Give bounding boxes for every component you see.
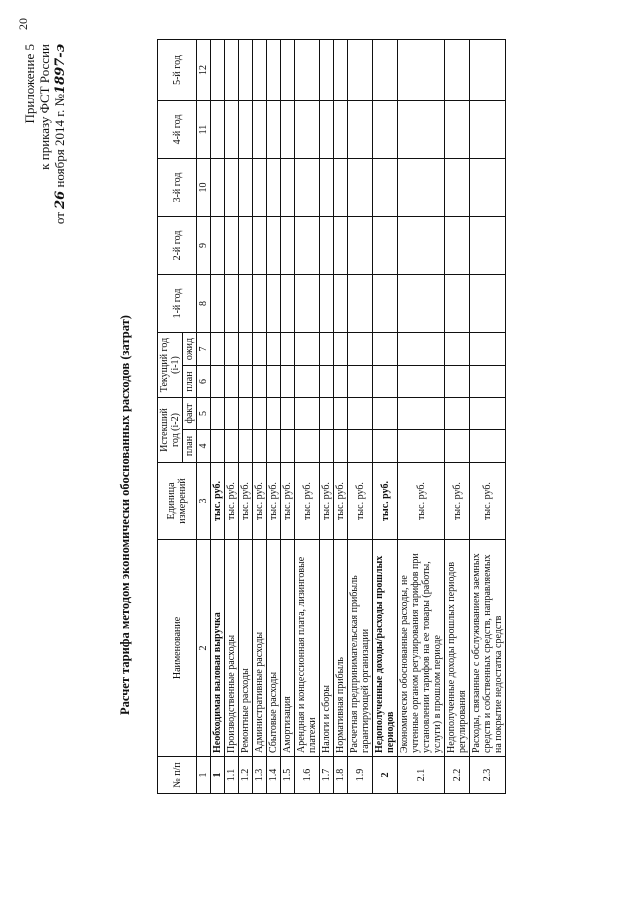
appendix-date-prefix: от xyxy=(52,212,67,225)
value-cell-empty xyxy=(373,217,398,275)
table-body xyxy=(197,40,506,794)
value-cell-empty xyxy=(295,398,320,430)
column-index-cell: 2 xyxy=(197,540,211,757)
value-cell-empty xyxy=(211,275,225,333)
header-prev-fact: факт xyxy=(183,398,197,430)
value-cell-empty xyxy=(445,275,470,333)
value-cell-empty xyxy=(211,398,225,430)
value-cell-empty xyxy=(398,217,445,275)
value-cell-empty xyxy=(445,430,470,463)
value-cell-empty xyxy=(211,430,225,463)
table-row xyxy=(348,40,373,794)
value-cell-empty xyxy=(398,159,445,217)
row-unit: тыс. руб. xyxy=(334,463,348,540)
table-row xyxy=(295,40,320,794)
appendix-number-handwritten: 1897-э xyxy=(53,44,68,94)
value-cell-empty xyxy=(281,398,295,430)
value-cell-empty xyxy=(211,366,225,398)
value-cell-empty xyxy=(373,398,398,430)
value-cell-empty xyxy=(225,333,239,366)
value-cell-empty xyxy=(445,366,470,398)
appendix-order: к приказу ФСТ России xyxy=(37,44,52,170)
value-cell-empty xyxy=(281,101,295,159)
value-cell-empty xyxy=(320,101,334,159)
value-cell-empty xyxy=(445,398,470,430)
value-cell-empty xyxy=(334,40,348,101)
value-cell-empty xyxy=(348,101,373,159)
value-cell-empty xyxy=(267,430,281,463)
value-cell-empty xyxy=(445,217,470,275)
table-row xyxy=(253,40,267,794)
value-cell-empty xyxy=(398,366,445,398)
value-cell-empty xyxy=(470,366,506,398)
header-year-1: 1-й год xyxy=(158,275,197,333)
row-number: 2.2 xyxy=(445,757,470,794)
value-cell-empty xyxy=(225,398,239,430)
appendix-header xyxy=(22,44,68,224)
header-num: № п/п xyxy=(158,757,197,794)
value-cell-empty xyxy=(320,275,334,333)
row-unit: тыс. руб. xyxy=(398,463,445,540)
table-row xyxy=(470,40,506,794)
table-row xyxy=(211,40,225,794)
value-cell-empty xyxy=(225,430,239,463)
value-cell-empty xyxy=(295,40,320,101)
value-cell-empty xyxy=(253,159,267,217)
value-cell-empty xyxy=(211,217,225,275)
row-number: 1.2 xyxy=(239,757,253,794)
value-cell-empty xyxy=(348,333,373,366)
row-number: 2.1 xyxy=(398,757,445,794)
row-name: Арендная и концессионная плата, лизинговые платежи xyxy=(295,540,320,757)
value-cell-empty xyxy=(239,333,253,366)
row-unit: тыс. руб. xyxy=(281,463,295,540)
value-cell-empty xyxy=(281,333,295,366)
value-cell-empty xyxy=(211,101,225,159)
column-index-row xyxy=(197,40,211,794)
value-cell-empty xyxy=(445,101,470,159)
value-cell-empty xyxy=(348,159,373,217)
value-cell-empty xyxy=(373,159,398,217)
value-cell-empty xyxy=(320,40,334,101)
row-name: Налоги и сборы xyxy=(320,540,334,757)
value-cell-empty xyxy=(320,430,334,463)
header-year-5: 5-й год xyxy=(158,40,197,101)
row-name: Недополученные доходы/расходы прошлых периодов xyxy=(373,540,398,757)
value-cell-empty xyxy=(348,366,373,398)
value-cell-empty xyxy=(267,275,281,333)
value-cell-empty xyxy=(295,159,320,217)
row-unit: тыс. руб. xyxy=(348,463,373,540)
value-cell-empty xyxy=(295,333,320,366)
value-cell-empty xyxy=(225,366,239,398)
column-index-cell: 11 xyxy=(197,101,211,159)
value-cell-empty xyxy=(239,275,253,333)
value-cell-empty xyxy=(320,159,334,217)
value-cell-empty xyxy=(225,40,239,101)
value-cell-empty xyxy=(295,217,320,275)
value-cell-empty xyxy=(225,217,239,275)
row-name: Расчетная предпринимательская прибыль гарантирующей организации xyxy=(348,540,373,757)
table-row xyxy=(320,40,334,794)
value-cell-empty xyxy=(267,398,281,430)
row-number: 1.3 xyxy=(253,757,267,794)
row-name: Необходимая валовая выручка xyxy=(211,540,225,757)
row-unit: тыс. руб. xyxy=(373,463,398,540)
value-cell-empty xyxy=(373,101,398,159)
value-cell-empty xyxy=(239,430,253,463)
column-index-cell: 6 xyxy=(197,366,211,398)
row-name: Нормативная прибыль xyxy=(334,540,348,757)
row-number: 1.5 xyxy=(281,757,295,794)
value-cell-empty xyxy=(295,275,320,333)
header-row-top xyxy=(158,40,183,794)
table-row xyxy=(281,40,295,794)
value-cell-empty xyxy=(348,217,373,275)
header-unit: Единица измерений xyxy=(158,463,197,540)
value-cell-empty xyxy=(295,366,320,398)
row-number: 2.3 xyxy=(470,757,506,794)
value-cell-empty xyxy=(281,40,295,101)
appendix-title: Приложение 5 xyxy=(22,44,37,124)
value-cell-empty xyxy=(470,159,506,217)
row-number: 1 xyxy=(211,757,225,794)
value-cell-empty xyxy=(470,101,506,159)
value-cell-empty xyxy=(398,333,445,366)
value-cell-empty xyxy=(253,101,267,159)
value-cell-empty xyxy=(398,430,445,463)
value-cell-empty xyxy=(281,366,295,398)
column-index-cell: 3 xyxy=(197,463,211,540)
header-year-3: 3-й год xyxy=(158,159,197,217)
header-prev-plan: план xyxy=(183,430,197,463)
value-cell-empty xyxy=(211,333,225,366)
value-cell-empty xyxy=(320,333,334,366)
value-cell-empty xyxy=(470,333,506,366)
value-cell-empty xyxy=(373,430,398,463)
appendix-date-mid: ноября 2014 г. № xyxy=(52,93,67,188)
value-cell-empty xyxy=(398,275,445,333)
value-cell-empty xyxy=(320,398,334,430)
row-unit: тыс. руб. xyxy=(225,463,239,540)
value-cell-empty xyxy=(334,159,348,217)
value-cell-empty xyxy=(348,40,373,101)
row-unit: тыс. руб. xyxy=(253,463,267,540)
value-cell-empty xyxy=(225,159,239,217)
row-name: Сбытовые расходы xyxy=(267,540,281,757)
value-cell-empty xyxy=(445,40,470,101)
row-name: Административные расходы xyxy=(253,540,267,757)
table-row xyxy=(267,40,281,794)
value-cell-empty xyxy=(320,217,334,275)
row-name: Недополученные доходы прошлых периодов регулирования xyxy=(445,540,470,757)
value-cell-empty xyxy=(225,101,239,159)
table-row xyxy=(239,40,253,794)
value-cell-empty xyxy=(334,101,348,159)
row-name: Производственные расходы xyxy=(225,540,239,757)
value-cell-empty xyxy=(334,430,348,463)
value-cell-empty xyxy=(267,366,281,398)
row-number: 1.9 xyxy=(348,757,373,794)
value-cell-empty xyxy=(348,275,373,333)
value-cell-empty xyxy=(334,217,348,275)
value-cell-empty xyxy=(267,40,281,101)
row-number: 2 xyxy=(373,757,398,794)
value-cell-empty xyxy=(281,430,295,463)
table-row xyxy=(445,40,470,794)
row-name: Экономически обоснованные расходы, не учтенные органом регулирования тарифов при установлении тарифов на ее товары (работы, услуги) в прошлом периоде xyxy=(398,540,445,757)
value-cell-empty xyxy=(398,40,445,101)
row-unit: тыс. руб. xyxy=(211,463,225,540)
value-cell-empty xyxy=(253,366,267,398)
value-cell-empty xyxy=(348,398,373,430)
page-number: 20 xyxy=(16,18,30,30)
value-cell-empty xyxy=(348,430,373,463)
header-cur-year: Текущий год (i-1) xyxy=(158,333,183,398)
value-cell-empty xyxy=(225,275,239,333)
value-cell-empty xyxy=(334,398,348,430)
row-name: Расходы, связанные с обслуживанием заемных средств и собственных средств, направляемых на покрытие недостатка средств xyxy=(470,540,506,757)
value-cell-empty xyxy=(445,159,470,217)
column-index-cell: 8 xyxy=(197,275,211,333)
value-cell-empty xyxy=(253,430,267,463)
table-row xyxy=(225,40,239,794)
value-cell-empty xyxy=(373,275,398,333)
value-cell-empty xyxy=(295,430,320,463)
table-row xyxy=(373,40,398,794)
value-cell-empty xyxy=(281,159,295,217)
column-index-cell: 7 xyxy=(197,333,211,366)
document-title: Расчет тарифа методом экономически обоснованных расходов (затрат) xyxy=(118,315,132,715)
row-unit: тыс. руб. xyxy=(445,463,470,540)
row-number: 1.6 xyxy=(295,757,320,794)
value-cell-empty xyxy=(470,275,506,333)
row-number: 1.7 xyxy=(320,757,334,794)
value-cell-empty xyxy=(253,398,267,430)
row-unit: тыс. руб. xyxy=(267,463,281,540)
value-cell-empty xyxy=(470,430,506,463)
value-cell-empty xyxy=(398,398,445,430)
value-cell-empty xyxy=(267,159,281,217)
row-unit: тыс. руб. xyxy=(470,463,506,540)
header-year-4: 4-й год xyxy=(158,101,197,159)
row-name: Ремонтные расходы xyxy=(239,540,253,757)
column-index-cell: 12 xyxy=(197,40,211,101)
value-cell-empty xyxy=(253,40,267,101)
header-year-2: 2-й год xyxy=(158,217,197,275)
row-number: 1.4 xyxy=(267,757,281,794)
value-cell-empty xyxy=(373,333,398,366)
column-index-cell: 10 xyxy=(197,159,211,217)
value-cell-empty xyxy=(334,333,348,366)
value-cell-empty xyxy=(211,159,225,217)
value-cell-empty xyxy=(281,217,295,275)
row-unit: тыс. руб. xyxy=(295,463,320,540)
appendix-day-handwritten: 26 xyxy=(53,190,68,209)
value-cell-empty xyxy=(239,217,253,275)
header-name: Наименование xyxy=(158,540,197,757)
value-cell-empty xyxy=(295,101,320,159)
row-unit: тыс. руб. xyxy=(320,463,334,540)
value-cell-empty xyxy=(253,217,267,275)
value-cell-empty xyxy=(445,333,470,366)
value-cell-empty xyxy=(211,40,225,101)
column-index-cell: 4 xyxy=(197,430,211,463)
header-cur-plan: план xyxy=(183,366,197,398)
header-cur-expected: ожид xyxy=(183,333,197,366)
header-prev-year: Истекший год (i-2) xyxy=(158,398,183,463)
table-row xyxy=(334,40,348,794)
value-cell-empty xyxy=(267,333,281,366)
appendix-date-line xyxy=(52,44,68,224)
value-cell-empty xyxy=(239,101,253,159)
value-cell-empty xyxy=(253,333,267,366)
column-index-cell: 5 xyxy=(197,398,211,430)
value-cell-empty xyxy=(470,40,506,101)
value-cell-empty xyxy=(267,217,281,275)
value-cell-empty xyxy=(470,398,506,430)
value-cell-empty xyxy=(334,275,348,333)
tariff-table xyxy=(157,39,506,794)
value-cell-empty xyxy=(398,101,445,159)
value-cell-empty xyxy=(239,366,253,398)
value-cell-empty xyxy=(253,275,267,333)
value-cell-empty xyxy=(470,217,506,275)
value-cell-empty xyxy=(373,366,398,398)
value-cell-empty xyxy=(239,159,253,217)
row-number: 1.8 xyxy=(334,757,348,794)
row-unit: тыс. руб. xyxy=(239,463,253,540)
value-cell-empty xyxy=(281,275,295,333)
value-cell-empty xyxy=(267,101,281,159)
row-number: 1.1 xyxy=(225,757,239,794)
value-cell-empty xyxy=(239,398,253,430)
value-cell-empty xyxy=(320,366,334,398)
column-index-cell: 1 xyxy=(197,757,211,794)
value-cell-empty xyxy=(334,366,348,398)
row-name: Амортизация xyxy=(281,540,295,757)
value-cell-empty xyxy=(373,40,398,101)
column-index-cell: 9 xyxy=(197,217,211,275)
table-row xyxy=(398,40,445,794)
value-cell-empty xyxy=(239,40,253,101)
